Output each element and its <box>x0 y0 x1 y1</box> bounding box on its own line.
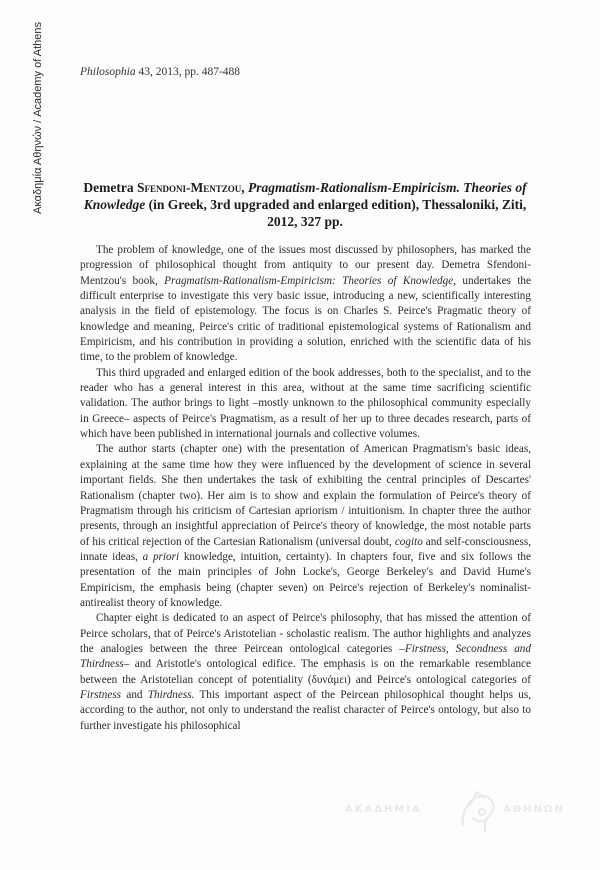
edition-info: (in Greek, 3rd upgraded and enlarged edition), Thessaloniki, Ziti, 2012, 327 pp. <box>145 197 527 229</box>
watermark-right-text: ΑΘΗΝΩΝ <box>503 804 565 815</box>
journal-name: Philosophia <box>80 66 136 78</box>
paragraph-4 <box>80 611 531 734</box>
p1-text-a: The problem of knowledge, one of the issues most discussed by philosophers, has marked the progression of philosophical thought from antiquity to our present day. Demetra Sfendoni-Mentzou's book, <box>80 244 531 287</box>
paragraph-2: This third upgraded and enlarged edition of the book addresses, both to the specialist, and to the reader who has a general interest in this area, without at the same time sacrificing scientific validation. The author brings to light –mostly unknown to the philosophical community especially in Greece– aspects of Peirce's Pragmatism, as a result of her up to three decades research, parts of which have been published in international journals and collective volumes. <box>80 366 531 441</box>
p3-a-priori: a priori <box>142 550 180 563</box>
author-first-name: Demetra <box>83 180 137 195</box>
journal-details: 43, 2013, pp. 487-488 <box>135 66 241 78</box>
p4-and: and <box>121 688 148 701</box>
p1-book-title: Pragmatism-Rationalism-Empiricism: Theories of Knowledge <box>164 274 454 287</box>
p4-text-c: This important aspect of the Peircean philosophical thought helps us, according to the author, not only to understand the realist character of Peirce's ontology, but also to further investigate his philosophical <box>80 688 531 732</box>
p3-cogito: cogito <box>394 535 423 548</box>
p4-firstness: Firstness <box>80 688 122 701</box>
p1-text-b: , undertakes the difficult enterprise to investigate this very basic issue, introducing a new, scientifically interesting analysis in the field of epistemology. The focus is on Charles S. Peirce's Pragmatic theory of knowledge and meaning, Peirce's critic of traditional epistemological systems of Rationalism and Empiricism, and his contribution in providing a solution, enriched with the scientific data of his time, to the problem of knowledge. <box>80 274 531 364</box>
archive-side-label: Ακαδημία Αθηνών / Academy of Athens <box>32 22 44 215</box>
watermark-left-text: ΑΚΑΔΗΜΙΑ <box>345 804 422 815</box>
p4-thirdness: Thirdness. <box>147 688 195 701</box>
review-body <box>80 243 531 734</box>
p3-text-a: The author starts (chapter one) with the presentation of American Pragmatism's basic ideas, explaining at the same time how they were influenced by the development of science in several important fields. She then undertakes the task of exhibiting the central principles of Descartes' Rationalism (chapter two). Her aim is to show and explain the formulation of Peirce's theory of Pragmatism through his criticism of Cartesian apriorism / intuitionism. In chapter three the author presents, through an insightful appreciation of Peirce's theory of knowledge, the most notable parts of his critical rejection of the Cartesian Rationalism (universal doubt, <box>80 443 531 548</box>
p3-text-b: and self-consciousness, innate ideas, <box>80 535 532 563</box>
academy-watermark <box>345 788 585 836</box>
paragraph-3 <box>80 442 531 611</box>
paragraph-1 <box>80 243 531 366</box>
review-heading <box>80 179 530 230</box>
p3-text-c: knowledge, intuition, certainty). In chapters four, five and six follows the presentation of the main principles of John Locke's, George Berkeley's and David Hume's Empiricism, the emphasis being (chapter seven) on Peirce's rejection of Berkeley's nominalist-antirealist theory of knowledge. <box>80 550 531 609</box>
author-last-name: Sfendoni-Mentzou, <box>136 180 245 195</box>
p4-categories: Firstness, Secondness and Thirdness <box>80 642 531 671</box>
book-title: Pragmatism-Rationalism-Empiricism. Theories of Knowledge <box>83 180 527 212</box>
p4-text-b: – and Aristotle's ontological edifice. The emphasis is on the remarkable resemblance between the Aristotelian concept of potentiality (δυνάμει) and Peirce's ontological categories of <box>80 658 531 686</box>
p4-text-a: Chapter eight is dedicated to an aspect of Peirce's philosophy, that has missed the attention of Peirce scholars, that of Peirce's Aristotelian - scholastic realism. The author highlights and analyzes the analogies between the three Peircean ontological categories – <box>80 612 531 655</box>
athena-head-emblem-icon <box>455 788 501 836</box>
journal-reference <box>80 66 240 78</box>
